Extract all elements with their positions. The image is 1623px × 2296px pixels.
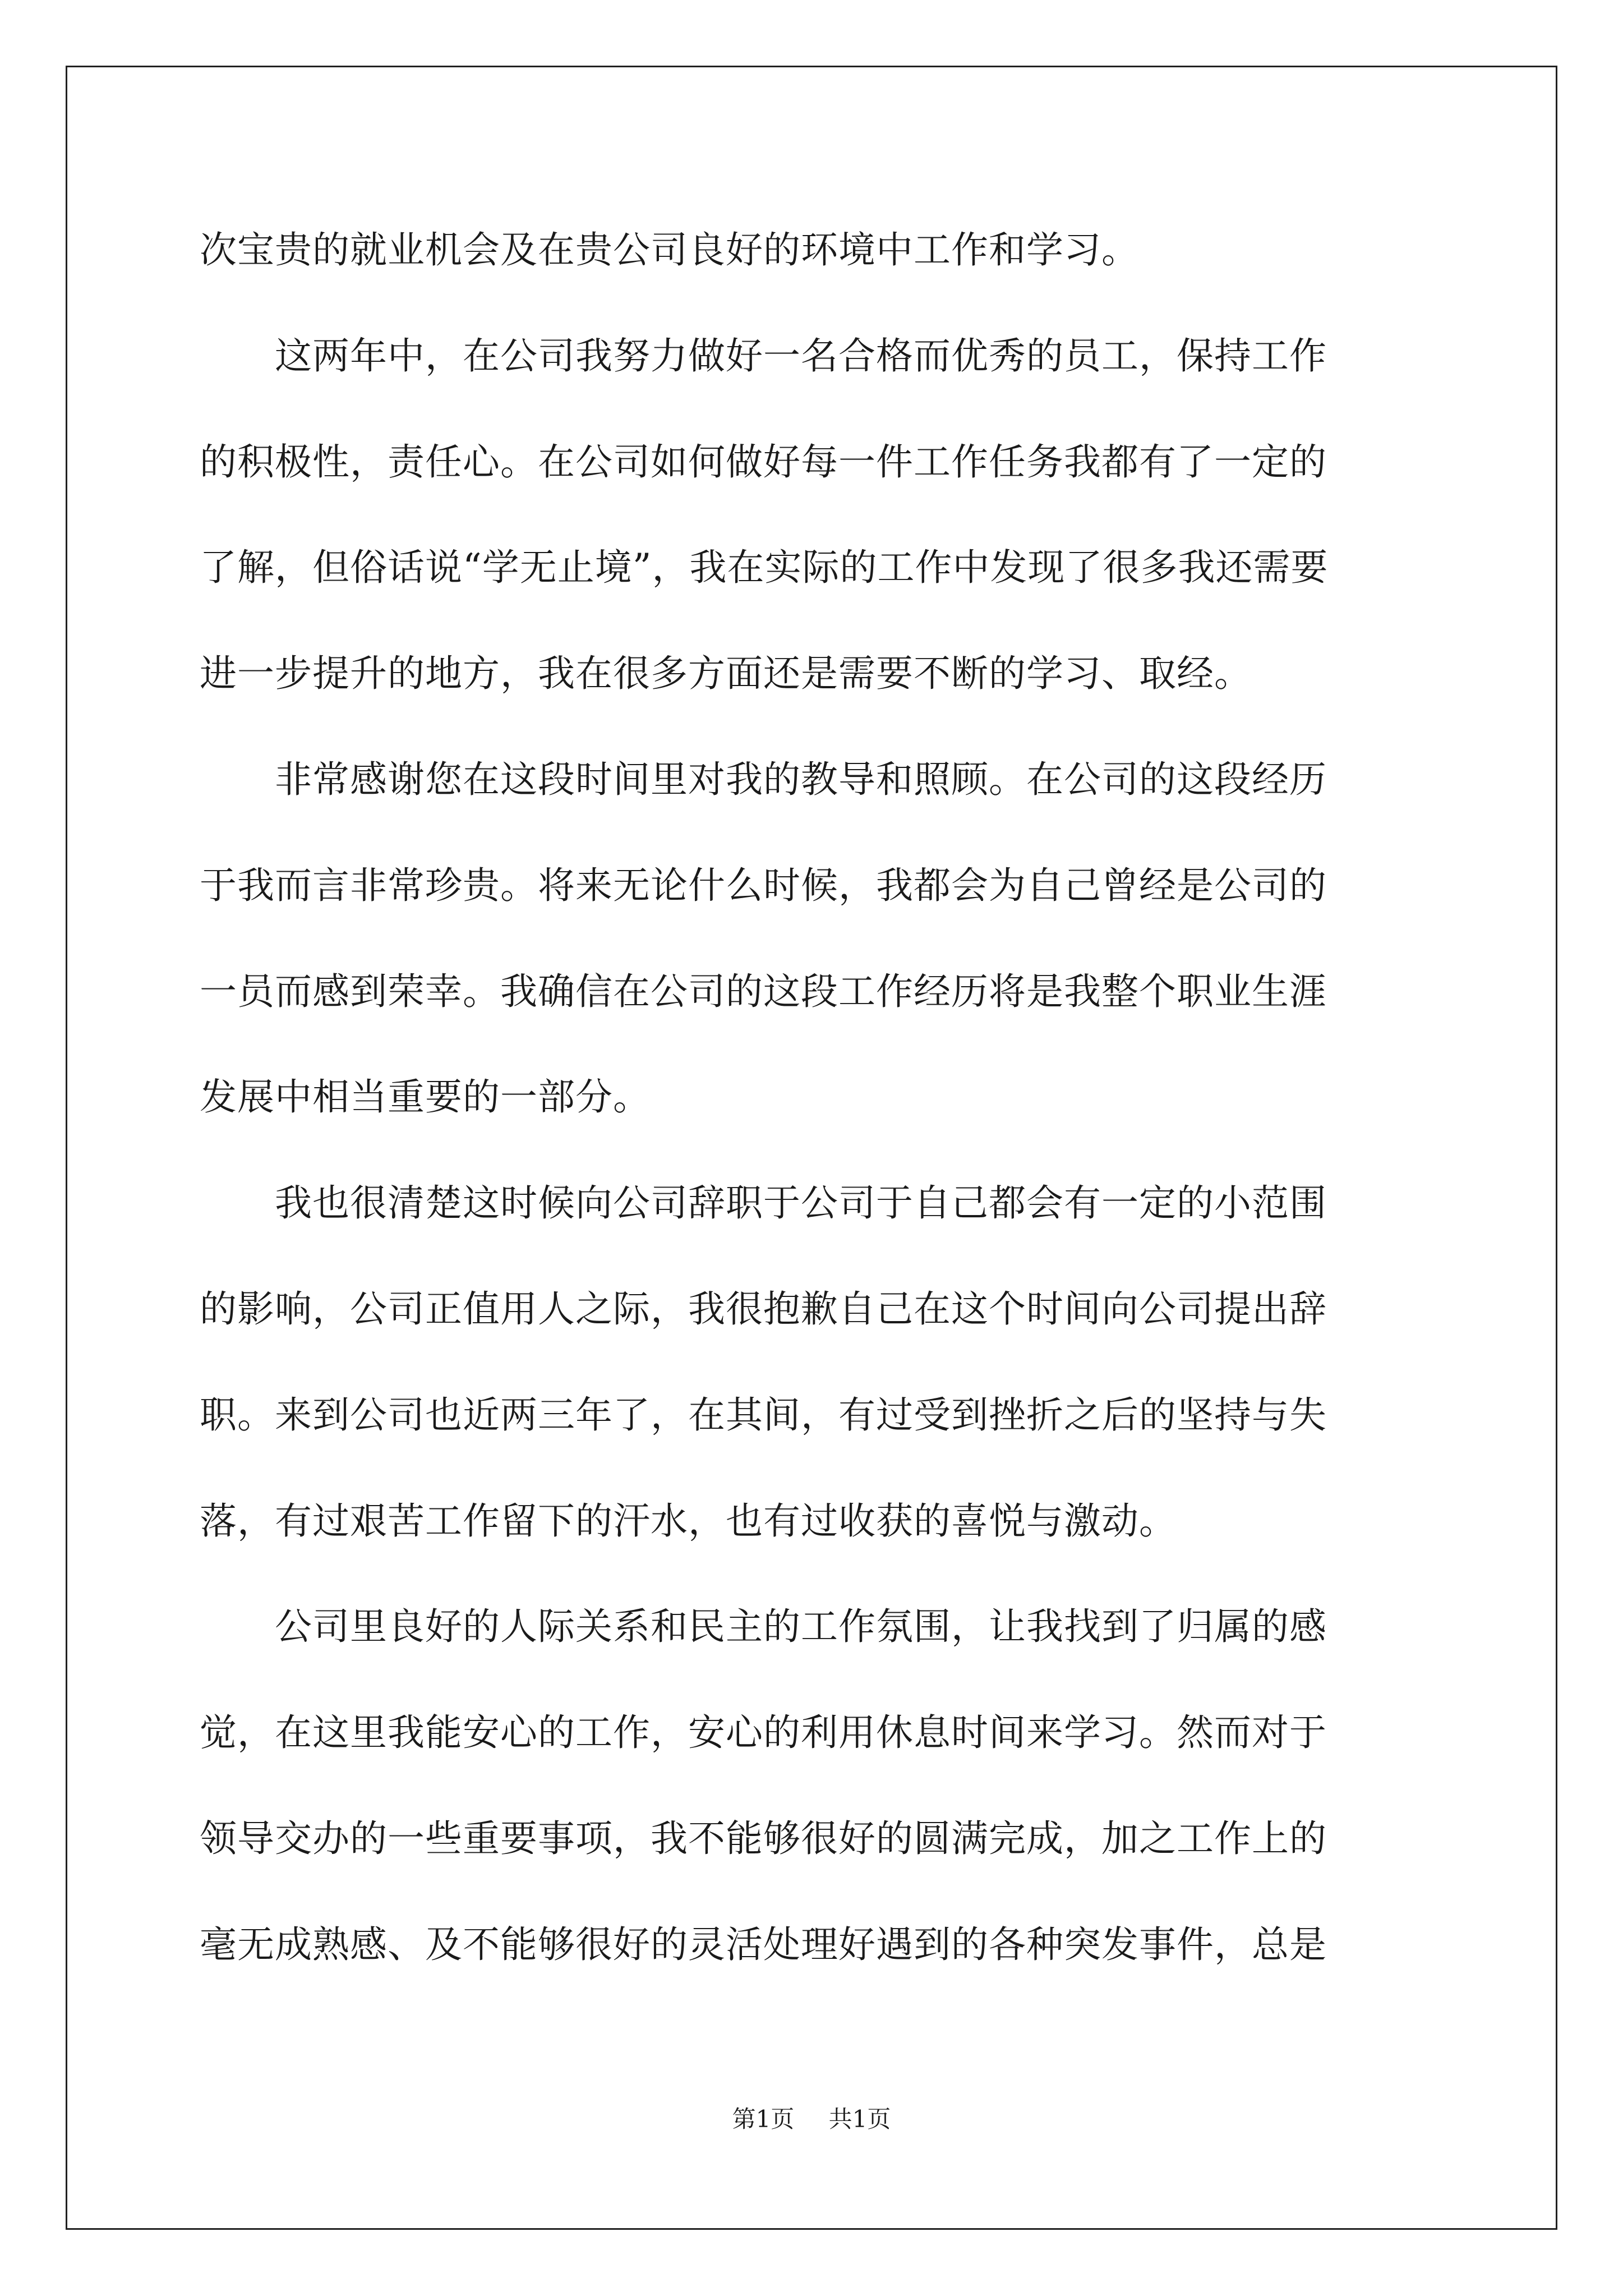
- page-footer: [0, 2102, 1623, 2136]
- text-line: 了解，但俗话说“学无止境”，我在实际的工作中发现了很多我还需要: [200, 546, 1329, 590]
- text-line: 次宝贵的就业机会及在贵公司良好的环境中工作和学习。: [200, 228, 1139, 272]
- text-line: 落，有过艰苦工作留下的汗水，也有过收获的喜悦与激动。: [200, 1499, 1177, 1543]
- text-line: 的积极性，责任心。在公司如何做好每一件工作任务我都有了一定的: [200, 440, 1327, 484]
- page-total: 共1页: [828, 2105, 891, 2133]
- text-line: 于我而言非常珍贵。将来无论什么时候，我都会为自己曾经是公司的: [200, 863, 1327, 907]
- text-line: 公司里良好的人际关系和民主的工作氛围，让我找到了归属的感: [200, 1605, 1327, 1649]
- text-line: 觉，在这里我能安心的工作，安心的利用休息时间来学习。然而对于: [200, 1711, 1327, 1755]
- text-line: 非常感谢您在这段时间里对我的教导和照顾。在公司的这段经历: [200, 757, 1327, 801]
- text-line: 毫无成熟感、及不能够很好的灵活处理好遇到的各种突发事件，总是: [200, 1922, 1327, 1966]
- document-body: [200, 217, 1422, 2017]
- page-number: 第1页: [732, 2105, 795, 2133]
- text-line: 领导交办的一些重要事项，我不能够很好的圆满完成，加之工作上的: [200, 1816, 1327, 1860]
- text-line: 进一步提升的地方，我在很多方面还是需要不断的学习、取经。: [200, 652, 1252, 696]
- text-line: 发展中相当重要的一部分。: [200, 1075, 651, 1119]
- text-line: 我也很清楚这时候向公司辞职于公司于自己都会有一定的小范围: [200, 1181, 1327, 1225]
- text-line: 这两年中，在公司我努力做好一名合格而优秀的员工，保持工作: [200, 334, 1327, 378]
- text-line: 的影响，公司正值用人之际，我很抱歉自己在这个时间向公司提出辞: [200, 1287, 1327, 1331]
- text-line: 职。来到公司也近两三年了，在其间，有过受到挫折之后的坚持与失: [200, 1393, 1327, 1437]
- text-line: 一员而感到荣幸。我确信在公司的这段工作经历将是我整个职业生涯: [200, 969, 1327, 1013]
